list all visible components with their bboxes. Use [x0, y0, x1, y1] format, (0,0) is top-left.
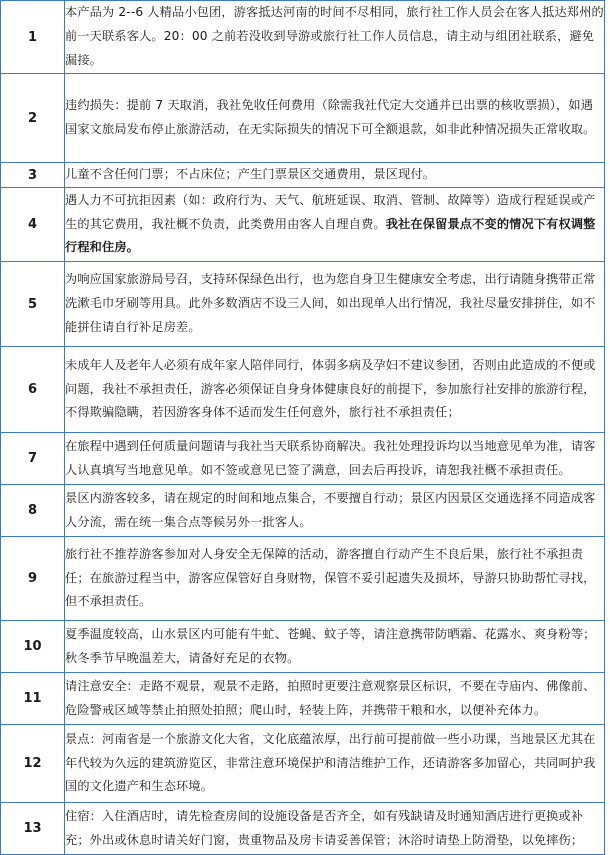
row-text: 景点：河南省是一个旅游文化大省，文化底蕴浓厚，出行前可提前做一些小功课，当地景区尤其在年代较为久远的建筑游览区，非常注意环境保护和清洁维护工作，还请游客多加留心，共同呵护我国的文化遗产和生态环境。 — [65, 725, 605, 803]
row-number: 1 — [1, 1, 65, 74]
row-number: 10 — [1, 621, 65, 673]
row-text: 为响应国家旅游局号召，支持环保绿色出行，也为您自身卫生健康安全考虑，出行请随身携带正常洗漱毛巾牙刷等用具。此外多数酒店不设三人间，如出现单人出行情况，我社尽量安排拼住，如不能拼住请自行补足房差。 — [65, 262, 605, 347]
row-text: 住宿：入住酒店时，请先检查房间的设施设备是否齐全，如有残缺请及时通知酒店进行更换或补充；外出或休息时请关好门窗，贵重物品及房卡请妥善保管；沐浴时请垫上防滑垫，以免摔伤； — [65, 803, 605, 855]
row-text: 违约损失：提前 7 天取消，我社免收任何费用（除需我社代定大交通并已出票的核收票损），如遇国家文旅局发布停止旅游活动，在无实际损失的情况下可全额退款，如非此种情况损失正常收取。 — [65, 74, 605, 163]
row-number: 12 — [1, 725, 65, 803]
table-row — [1, 433, 605, 485]
row-number: 3 — [1, 163, 65, 188]
table-row — [1, 188, 605, 262]
table-row — [1, 74, 605, 163]
row-number: 4 — [1, 188, 65, 262]
row-text: 未成年人及老年人必须有成年家人陪伴同行，体弱多病及孕妇不建议参团，否则由此造成的不便或问题，我社不承担责任，游客必须保证自身身体健康良好的前提下，参加旅行社安排的旅游行程，不得欺骗隐瞒，若因游客身体不适而发生任何意外，旅行社不承担责任； — [65, 347, 605, 433]
row-number: 7 — [1, 433, 65, 485]
row-text: 在旅程中遇到任何质量问题请与我社当天联系协商解决。我社处理投诉均以当地意见单为准，请客人认真填写当地意见单。如不签或意见已签了满意，回去后再投诉，请恕我社概不承担责任。 — [65, 433, 605, 485]
table-row — [1, 347, 605, 433]
row-text-bold: 我社在保留景点不变的情况下有权调整行程和住房。 — [65, 216, 596, 255]
row-number: 2 — [1, 74, 65, 163]
row-text: 请注意安全：走路不观景，观景不走路，拍照时更要注意观察景区标识，不要在寺庙内、佛像前、危险警戒区域等禁止拍照处拍照；爬山时，轻装上阵，并携带干粮和水，以便补充体力。 — [65, 673, 605, 725]
row-text — [65, 188, 605, 262]
table-row — [1, 803, 605, 855]
row-text: 本产品为 2--6 人精品小包团，游客抵达河南的时间不尽相同，旅行社工作人员会在客人抵达郑州的前一天联系客人。20：00 之前若没收到导游或旅行社工作人员信息，请主动与组团社联系，避免漏接。 — [65, 1, 605, 74]
row-text: 旅行社不推荐游客参加对人身安全无保障的活动，游客擅自行动产生不良后果，旅行社不承担责任；在旅游过程当中，游客应保管好自身财物，保管不妥引起遗失及损坏，导游只协助帮忙寻找，但不承担责任。 — [65, 537, 605, 621]
row-number: 6 — [1, 347, 65, 433]
table-row — [1, 485, 605, 537]
table-row — [1, 537, 605, 621]
row-number: 9 — [1, 537, 65, 621]
row-text-plain: 遇人力不可抗拒因素（如：政府行为、天气、航班延误、取消、管制、故障等）造成行程延误或产生的其它费用，我社概不负责，此类费用由客人自理自费。 — [65, 192, 596, 231]
table-row — [1, 673, 605, 725]
table-row — [1, 163, 605, 188]
row-text: 景区内游客较多，请在规定的时间和地点集合，不要擅自行动；景区内因景区交通选择不同造成客人分流，需在统一集合点等候另外一批客人。 — [65, 485, 605, 537]
row-text: 夏季温度较高，山水景区内可能有牛虻、苍蝇、蚊子等，请注意携带防晒霜、花露水、爽身粉等；秋冬季节早晚温差大，请备好充足的衣物。 — [65, 621, 605, 673]
row-number: 5 — [1, 262, 65, 347]
row-number: 13 — [1, 803, 65, 855]
row-text: 儿童不含任何门票；不占床位；产生门票景区交通费用，景区现付。 — [65, 163, 605, 188]
table-row — [1, 621, 605, 673]
row-number: 11 — [1, 673, 65, 725]
row-number: 8 — [1, 485, 65, 537]
table-row — [1, 262, 605, 347]
table-row — [1, 1, 605, 74]
table-row — [1, 725, 605, 803]
